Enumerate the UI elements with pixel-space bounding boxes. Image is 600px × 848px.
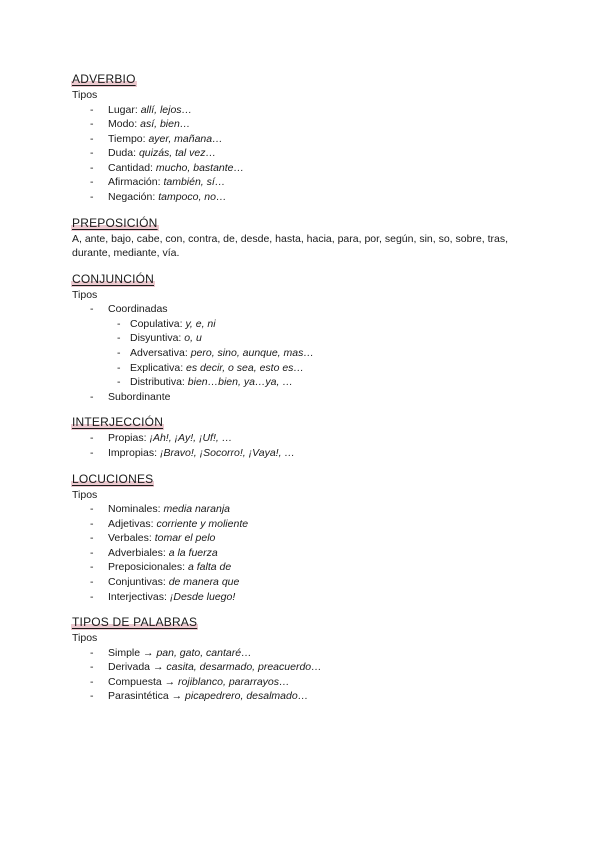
section-interjeccion xyxy=(72,413,542,460)
list-item xyxy=(72,675,542,690)
item-example: de manera que xyxy=(168,575,240,588)
item-label: Adverbiales: xyxy=(108,546,166,559)
section-subtitle: Tipos xyxy=(72,89,98,101)
item-label: Interjectivas: xyxy=(108,590,167,603)
item-example: a falta de xyxy=(187,561,232,574)
item-label: Compuesta → xyxy=(108,675,176,688)
item-example: picapedrero, desalmado… xyxy=(185,690,309,703)
item-label: Parasintética → xyxy=(108,690,183,703)
item-label: Coordinadas xyxy=(108,303,168,316)
section-paragraph: A, ante, bajo, cabe, con, contra, de, desde, hasta, hacia, para, por, según, sin, so, sobre, tras, durante, mediante, vía. xyxy=(72,232,509,260)
item-example: pan, gato, cantaré… xyxy=(156,646,252,659)
sub-list-item xyxy=(72,361,542,376)
item-label: Tiempo: xyxy=(108,132,146,145)
section-adverbio xyxy=(72,70,542,205)
list-item xyxy=(72,531,542,546)
item-example: tomar el pelo xyxy=(154,532,216,545)
list-item xyxy=(72,689,542,704)
item-label: Nominales: xyxy=(108,503,161,515)
item-example: ayer, mañana… xyxy=(148,132,223,145)
list-item xyxy=(72,390,542,405)
section-locuciones xyxy=(72,470,542,605)
item-label: Adjetivas: xyxy=(108,517,154,530)
item-label: Adversativa: xyxy=(130,346,188,359)
item-example: pero, sino, aunque, mas… xyxy=(190,346,314,359)
item-label: Impropias: xyxy=(108,446,158,459)
sub-list-item xyxy=(72,346,542,361)
item-example: casita, desarmado, preacuerdo… xyxy=(166,661,322,674)
section-heading: CONJUNCIÓN xyxy=(72,271,154,286)
list-item xyxy=(72,103,542,118)
list-item xyxy=(72,546,542,561)
document-page xyxy=(72,70,542,713)
section-heading: PREPOSICIÓN xyxy=(72,215,158,230)
item-label: Negación: xyxy=(108,191,156,204)
list-item xyxy=(72,502,542,517)
list-item xyxy=(72,646,542,661)
item-example: allí, lejos… xyxy=(140,103,193,116)
item-label: Lugar: xyxy=(108,103,138,116)
item-label: Modo: xyxy=(108,118,138,131)
item-example: ¡Ah!, ¡Ay!, ¡Uf!, … xyxy=(149,432,233,445)
section-heading: INTERJECCIÓN xyxy=(72,415,164,430)
section-heading: ADVERBIO xyxy=(72,72,136,86)
sub-list-item xyxy=(72,331,542,346)
list-item xyxy=(72,302,542,317)
item-label: Conjuntivas: xyxy=(108,575,166,588)
item-example: bien…bien, ya…ya, … xyxy=(187,376,293,389)
item-example: es decir, o sea, esto es… xyxy=(186,361,304,374)
item-example: ¡Bravo!, ¡Socorro!, ¡Vaya!, … xyxy=(159,446,295,459)
item-label: Copulativa: xyxy=(130,317,183,330)
item-example: o, u xyxy=(184,332,202,345)
list-item xyxy=(72,175,542,190)
item-example: tampoco, no… xyxy=(158,191,227,204)
section-tipos-de-palabras xyxy=(72,613,542,704)
item-example: y, e, ni xyxy=(185,317,216,330)
section-preposicion xyxy=(72,214,542,261)
sub-list-item xyxy=(72,317,542,332)
item-label: Verbales: xyxy=(108,532,152,545)
item-example: media naranja xyxy=(163,503,230,515)
item-label: Duda: xyxy=(108,147,137,160)
list-item xyxy=(72,146,542,161)
list-item xyxy=(72,560,542,575)
item-example: así, bien… xyxy=(140,118,191,131)
tipos-palabras-list xyxy=(72,646,542,704)
adverbio-list xyxy=(72,103,542,205)
item-label: Preposicionales: xyxy=(108,561,186,574)
item-label: Simple → xyxy=(108,646,154,659)
list-item xyxy=(72,132,542,147)
sub-list-item xyxy=(72,375,542,390)
item-label: Afirmación: xyxy=(108,176,161,189)
list-item xyxy=(72,161,542,176)
list-item xyxy=(72,517,542,532)
item-example: también, sí… xyxy=(163,176,226,189)
list-item xyxy=(72,446,542,461)
list-item xyxy=(72,590,542,605)
list-item xyxy=(72,575,542,590)
item-example: quizás, tal vez… xyxy=(138,147,216,160)
item-example: mucho, bastante… xyxy=(155,161,245,174)
item-label: Distributiva: xyxy=(130,376,185,389)
section-subtitle: Tipos xyxy=(72,632,98,645)
item-label: Derivada → xyxy=(108,661,164,674)
section-heading: LOCUCIONES xyxy=(72,471,154,486)
interjeccion-list xyxy=(72,431,542,460)
item-example: corriente y moliente xyxy=(156,517,249,530)
list-item xyxy=(72,660,542,675)
list-item xyxy=(72,117,542,132)
section-heading: TIPOS DE PALABRAS xyxy=(72,615,198,630)
section-subtitle: Tipos xyxy=(72,488,98,501)
item-label: Subordinante xyxy=(108,390,171,403)
list-item xyxy=(72,190,542,205)
item-label: Propias: xyxy=(108,432,147,445)
item-example: a la fuerza xyxy=(168,546,218,559)
conjuncion-list xyxy=(72,302,542,404)
item-label: Disyuntiva: xyxy=(130,332,182,345)
section-subtitle: Tipos xyxy=(72,288,98,301)
item-label: Explicativa: xyxy=(130,361,184,374)
item-example: ¡Desde luego! xyxy=(169,590,236,603)
item-example: rojiblanco, pararrayos… xyxy=(178,675,290,688)
list-item xyxy=(72,431,542,446)
locuciones-list xyxy=(72,502,542,604)
item-label: Cantidad: xyxy=(108,161,153,174)
section-conjuncion xyxy=(72,270,542,405)
